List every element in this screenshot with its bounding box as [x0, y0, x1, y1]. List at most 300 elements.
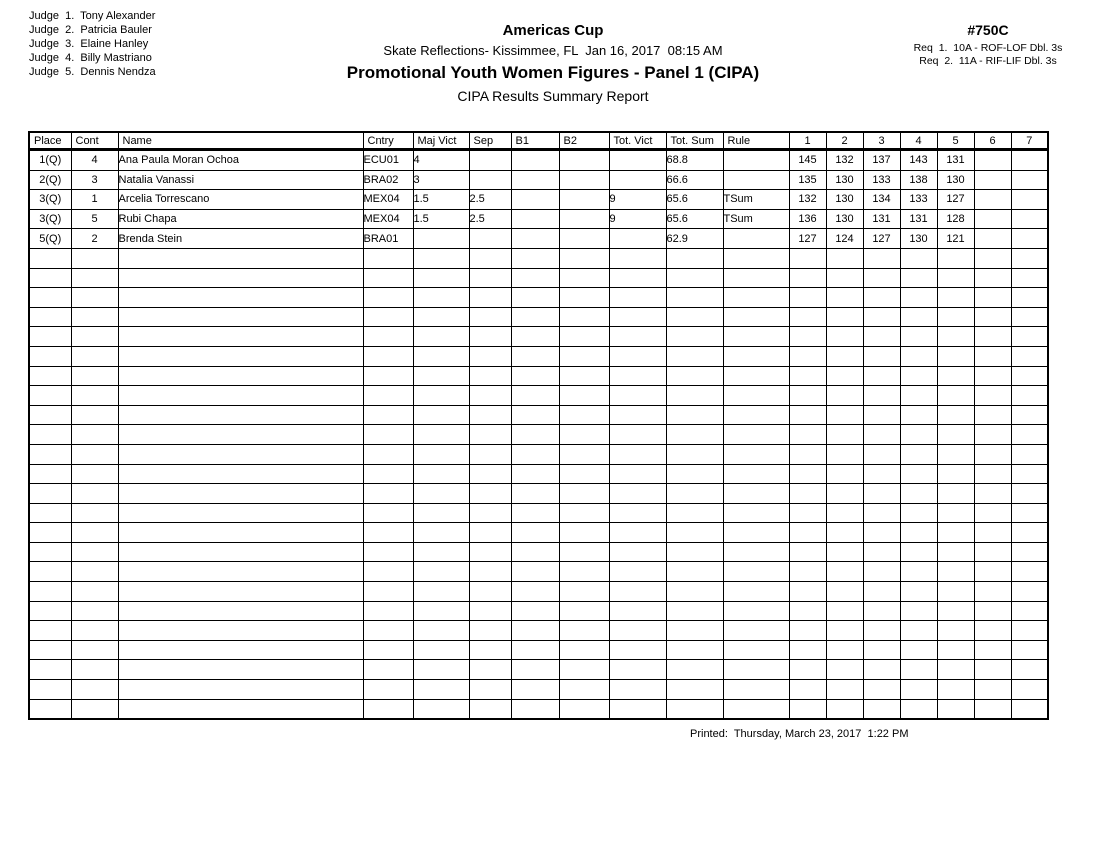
table-cell [71, 248, 118, 268]
table-cell [118, 601, 363, 621]
empty-row [29, 425, 1048, 445]
empty-row [29, 680, 1048, 700]
table-cell [413, 268, 469, 288]
column-header: Tot. Vict [609, 132, 666, 150]
table-cell [723, 327, 789, 347]
table-cell [974, 170, 1011, 190]
table-cell [71, 562, 118, 582]
table-cell [974, 503, 1011, 523]
table-cell [71, 425, 118, 445]
table-cell [29, 366, 71, 386]
table-cell [363, 660, 413, 680]
table-cell [826, 660, 863, 680]
table-cell [71, 542, 118, 562]
table-cell [937, 307, 974, 327]
table-cell [71, 621, 118, 641]
table-cell [469, 582, 511, 602]
table-cell [363, 464, 413, 484]
table-cell: MEX04 [363, 209, 413, 229]
table-cell [974, 621, 1011, 641]
result-row [29, 190, 1048, 210]
table-cell [118, 660, 363, 680]
table-cell [469, 640, 511, 660]
printed-timestamp: Printed: Thursday, March 23, 2017 1:22 PM [690, 728, 909, 740]
table-cell [863, 503, 900, 523]
table-cell [826, 444, 863, 464]
table-cell [511, 248, 559, 268]
table-cell: 131 [937, 150, 974, 171]
table-cell [826, 346, 863, 366]
table-cell [826, 425, 863, 445]
table-cell [559, 366, 609, 386]
table-cell [469, 601, 511, 621]
table-cell [723, 601, 789, 621]
empty-row [29, 268, 1048, 288]
table-cell [723, 288, 789, 308]
table-cell [413, 582, 469, 602]
judge-line: Judge 2. Patricia Bauler [29, 24, 152, 36]
table-cell: BRA02 [363, 170, 413, 190]
table-cell [71, 640, 118, 660]
empty-row [29, 366, 1048, 386]
table-cell [826, 640, 863, 660]
table-cell [29, 268, 71, 288]
empty-row [29, 346, 1048, 366]
table-cell [559, 582, 609, 602]
table-cell [118, 523, 363, 543]
table-cell [363, 366, 413, 386]
table-cell: Arcelia Torrescano [118, 190, 363, 210]
table-cell [511, 405, 559, 425]
table-cell [469, 327, 511, 347]
table-cell [609, 366, 666, 386]
table-cell [863, 621, 900, 641]
table-cell [974, 601, 1011, 621]
table-cell [118, 327, 363, 347]
table-cell: MEX04 [363, 190, 413, 210]
table-cell: 121 [937, 229, 974, 249]
table-cell [511, 150, 559, 171]
table-cell [71, 582, 118, 602]
table-cell [789, 288, 826, 308]
table-cell [863, 464, 900, 484]
table-cell [118, 464, 363, 484]
table-cell [413, 484, 469, 504]
table-cell [863, 268, 900, 288]
table-cell [413, 288, 469, 308]
column-header: Cntry [363, 132, 413, 150]
table-cell [723, 386, 789, 406]
column-header: 1 [789, 132, 826, 150]
table-cell [900, 621, 937, 641]
table-cell [559, 190, 609, 210]
table-cell: 134 [863, 190, 900, 210]
table-cell [469, 562, 511, 582]
table-cell [29, 346, 71, 366]
column-header: 4 [900, 132, 937, 150]
table-cell [900, 425, 937, 445]
table-cell [863, 562, 900, 582]
table-cell: 135 [789, 170, 826, 190]
table-cell [974, 229, 1011, 249]
table-cell [666, 288, 723, 308]
table-cell [413, 425, 469, 445]
table-cell [937, 660, 974, 680]
table-cell [789, 621, 826, 641]
table-cell [974, 444, 1011, 464]
table-cell [1011, 464, 1048, 484]
table-cell [511, 464, 559, 484]
table-cell [29, 601, 71, 621]
table-cell [609, 248, 666, 268]
table-cell [363, 601, 413, 621]
table-cell [559, 621, 609, 641]
table-cell [609, 150, 666, 171]
table-cell: 133 [863, 170, 900, 190]
table-cell [666, 386, 723, 406]
table-cell: 132 [826, 150, 863, 171]
column-header: Tot. Sum [666, 132, 723, 150]
table-cell [723, 268, 789, 288]
table-cell [363, 503, 413, 523]
table-cell [863, 640, 900, 660]
table-cell [363, 268, 413, 288]
table-cell [559, 248, 609, 268]
table-cell [723, 229, 789, 249]
table-cell: 124 [826, 229, 863, 249]
table-cell [974, 542, 1011, 562]
table-cell [974, 660, 1011, 680]
table-cell [29, 523, 71, 543]
table-cell: 136 [789, 209, 826, 229]
table-cell [469, 444, 511, 464]
table-cell [363, 484, 413, 504]
table-cell [666, 680, 723, 700]
table-cell [666, 307, 723, 327]
table-cell: 130 [826, 190, 863, 210]
table-cell [937, 621, 974, 641]
table-cell [118, 288, 363, 308]
table-cell [413, 601, 469, 621]
table-cell [511, 660, 559, 680]
table-cell [666, 601, 723, 621]
table-cell [469, 425, 511, 445]
table-cell [1011, 680, 1048, 700]
table-cell [723, 680, 789, 700]
table-cell [469, 660, 511, 680]
empty-row [29, 484, 1048, 504]
table-cell [363, 562, 413, 582]
table-cell [559, 464, 609, 484]
table-cell [789, 405, 826, 425]
table-cell: 128 [937, 209, 974, 229]
table-cell [863, 699, 900, 719]
table-cell [937, 288, 974, 308]
table-cell [363, 327, 413, 347]
table-cell [1011, 190, 1048, 210]
table-cell [609, 229, 666, 249]
table-cell [413, 405, 469, 425]
table-cell [937, 503, 974, 523]
table-cell [937, 268, 974, 288]
table-cell [1011, 699, 1048, 719]
table-cell [118, 484, 363, 504]
table-cell [666, 366, 723, 386]
empty-row [29, 307, 1048, 327]
table-cell [511, 640, 559, 660]
table-cell [974, 425, 1011, 445]
empty-row [29, 542, 1048, 562]
table-cell [559, 327, 609, 347]
table-cell [666, 582, 723, 602]
table-cell [723, 503, 789, 523]
table-cell [789, 268, 826, 288]
table-cell [469, 346, 511, 366]
table-cell [511, 562, 559, 582]
event-info-block [878, 22, 1098, 67]
table-cell [413, 229, 469, 249]
table-cell: 3 [71, 170, 118, 190]
table-cell [413, 386, 469, 406]
table-cell [723, 425, 789, 445]
table-cell [666, 621, 723, 641]
report-title: CIPA Results Summary Report [457, 88, 649, 104]
table-cell [71, 405, 118, 425]
table-cell [609, 660, 666, 680]
table-cell [900, 386, 937, 406]
table-cell [863, 327, 900, 347]
table-cell [29, 307, 71, 327]
table-cell [118, 640, 363, 660]
table-cell [559, 660, 609, 680]
table-cell [1011, 484, 1048, 504]
table-cell [469, 150, 511, 171]
table-cell [469, 621, 511, 641]
table-cell [863, 405, 900, 425]
table-cell [363, 542, 413, 562]
table-cell [1011, 503, 1048, 523]
empty-row [29, 248, 1048, 268]
table-cell [666, 464, 723, 484]
table-cell: 1 [71, 190, 118, 210]
table-cell [1011, 346, 1048, 366]
table-cell [826, 307, 863, 327]
table-cell [826, 386, 863, 406]
table-cell [71, 680, 118, 700]
table-cell [71, 601, 118, 621]
table-cell [609, 346, 666, 366]
table-cell [559, 444, 609, 464]
table-cell [118, 386, 363, 406]
table-cell [900, 346, 937, 366]
table-cell [826, 601, 863, 621]
table-cell [469, 248, 511, 268]
table-cell: 2.5 [469, 190, 511, 210]
table-cell [937, 582, 974, 602]
table-cell [29, 582, 71, 602]
table-cell [609, 699, 666, 719]
table-cell [974, 150, 1011, 171]
table-cell [1011, 444, 1048, 464]
table-cell [666, 699, 723, 719]
empty-row [29, 523, 1048, 543]
table-cell [609, 484, 666, 504]
table-cell [900, 444, 937, 464]
table-cell: 5 [71, 209, 118, 229]
table-cell [29, 464, 71, 484]
table-cell: Rubi Chapa [118, 209, 363, 229]
table-cell: 2.5 [469, 209, 511, 229]
table-cell [974, 209, 1011, 229]
table-cell [900, 562, 937, 582]
table-cell [413, 503, 469, 523]
table-cell [723, 699, 789, 719]
table-cell [789, 562, 826, 582]
table-cell [511, 327, 559, 347]
table-cell [974, 699, 1011, 719]
table-cell [863, 582, 900, 602]
table-cell [789, 386, 826, 406]
table-cell [363, 307, 413, 327]
table-cell [937, 562, 974, 582]
column-header: 5 [937, 132, 974, 150]
table-cell [937, 464, 974, 484]
venue-date-line: Skate Reflections- Kissimmee, FL Jan 16, 2017 08:15 AM [383, 43, 723, 58]
table-cell [826, 621, 863, 641]
table-cell [666, 405, 723, 425]
table-cell [826, 405, 863, 425]
table-cell [29, 680, 71, 700]
judge-line: Judge 5. Dennis Nendza [29, 66, 156, 78]
table-cell [413, 327, 469, 347]
table-cell [974, 582, 1011, 602]
table-cell [118, 307, 363, 327]
table-cell [900, 640, 937, 660]
table-cell [469, 405, 511, 425]
table-cell [413, 680, 469, 700]
table-cell [71, 327, 118, 347]
empty-row [29, 444, 1048, 464]
table-cell: 145 [789, 150, 826, 171]
table-cell: 131 [900, 209, 937, 229]
table-cell: 130 [937, 170, 974, 190]
column-header: B1 [511, 132, 559, 150]
table-cell [559, 209, 609, 229]
table-cell: 3 [413, 170, 469, 190]
table-cell: 62.9 [666, 229, 723, 249]
table-cell [559, 307, 609, 327]
table-cell [118, 621, 363, 641]
table-cell [900, 327, 937, 347]
table-cell [413, 660, 469, 680]
judge-line: Judge 1. Tony Alexander [29, 10, 156, 22]
results-table [28, 131, 1049, 720]
table-cell [937, 366, 974, 386]
table-cell [469, 464, 511, 484]
table-cell [118, 366, 363, 386]
table-cell: 133 [900, 190, 937, 210]
table-cell [974, 366, 1011, 386]
table-cell [666, 660, 723, 680]
table-cell [826, 464, 863, 484]
table-cell [723, 307, 789, 327]
table-cell [666, 484, 723, 504]
table-cell [413, 444, 469, 464]
table-cell [413, 699, 469, 719]
table-cell: 1(Q) [29, 150, 71, 171]
table-cell [559, 699, 609, 719]
table-cell [363, 523, 413, 543]
judge-line: Judge 4. Billy Mastriano [29, 52, 152, 64]
table-cell [900, 366, 937, 386]
table-cell [118, 680, 363, 700]
table-cell [723, 484, 789, 504]
table-cell [723, 248, 789, 268]
requirement-line: Req 1. 10A - ROF-LOF Dbl. 3s [913, 42, 1063, 54]
table-cell [723, 582, 789, 602]
table-cell: ECU01 [363, 150, 413, 171]
table-cell [826, 288, 863, 308]
table-cell [118, 268, 363, 288]
table-cell [666, 425, 723, 445]
table-cell [71, 523, 118, 543]
table-cell [723, 660, 789, 680]
table-cell [1011, 366, 1048, 386]
table-cell [511, 621, 559, 641]
table-cell [937, 484, 974, 504]
table-cell [1011, 523, 1048, 543]
table-cell [1011, 601, 1048, 621]
table-cell [789, 582, 826, 602]
table-cell [71, 660, 118, 680]
table-cell [723, 366, 789, 386]
table-cell [559, 288, 609, 308]
table-cell [413, 307, 469, 327]
table-cell [1011, 640, 1048, 660]
table-cell [723, 523, 789, 543]
table-cell [1011, 405, 1048, 425]
table-cell [609, 425, 666, 445]
table-cell: 1.5 [413, 190, 469, 210]
table-cell [789, 503, 826, 523]
table-cell [511, 190, 559, 210]
table-cell [1011, 562, 1048, 582]
table-cell [863, 386, 900, 406]
table-cell [363, 444, 413, 464]
table-cell [666, 503, 723, 523]
table-cell [826, 523, 863, 543]
table-cell [559, 484, 609, 504]
table-cell [666, 542, 723, 562]
table-cell [511, 523, 559, 543]
table-cell [609, 542, 666, 562]
table-cell [826, 366, 863, 386]
table-cell [900, 680, 937, 700]
table-cell: 9 [609, 190, 666, 210]
table-cell [29, 386, 71, 406]
table-cell [789, 444, 826, 464]
table-cell [413, 248, 469, 268]
table-cell: 65.6 [666, 190, 723, 210]
table-cell [826, 503, 863, 523]
table-cell [789, 542, 826, 562]
table-cell [118, 346, 363, 366]
table-cell [1011, 582, 1048, 602]
table-cell [71, 366, 118, 386]
table-cell [559, 503, 609, 523]
table-cell [511, 425, 559, 445]
empty-row [29, 386, 1048, 406]
